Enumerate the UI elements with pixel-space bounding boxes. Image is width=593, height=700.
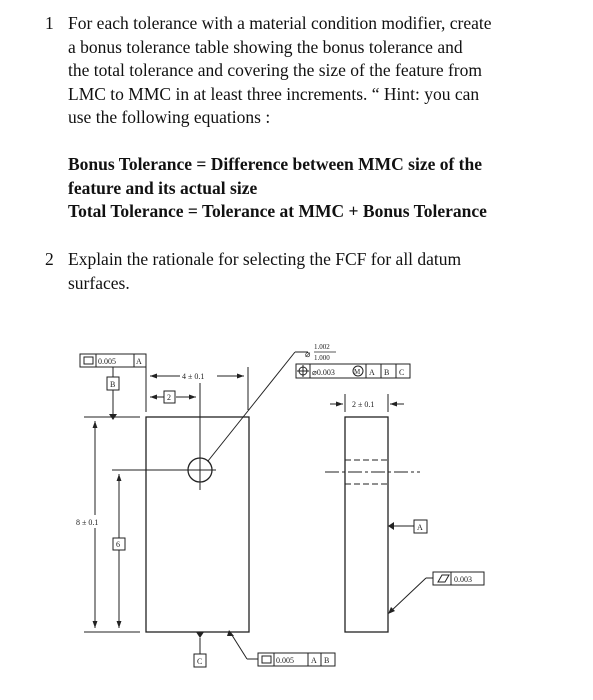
datum-c-label: C — [197, 657, 203, 666]
question-1-number: 1 — [45, 13, 54, 33]
fcf-bottom — [258, 653, 335, 666]
question-1-line: For each tolerance with a material condition modifier, create — [68, 13, 492, 33]
fcf-top-left — [80, 354, 146, 367]
fcf-bottom-datum-a: A — [311, 656, 317, 665]
datum-c — [194, 632, 206, 667]
question-1-line: use the following equations : — [68, 107, 271, 127]
dim-width: 4 ± 0.1 — [182, 372, 205, 381]
flatness-symbol-icon — [262, 656, 271, 663]
mmc-modifier: M — [354, 368, 361, 376]
question-2-line: surfaces. — [68, 272, 130, 293]
flatness-icon — [438, 575, 449, 582]
hole-lower-limit: 1.000 — [314, 354, 330, 362]
fcf-position — [296, 364, 410, 378]
equation-line: feature and its actual size — [68, 177, 258, 198]
dim-thickness: 2 ± 0.1 — [352, 400, 375, 409]
position-symbol-icon — [297, 365, 309, 377]
question-2-line: Explain the rationale for selecting the FCF for all datum — [68, 249, 462, 269]
question-1-line: LMC to MMC in at least three increments. “ Hint: you can — [68, 83, 480, 104]
position-datum-a: A — [369, 368, 375, 377]
question-1-line: a bonus tolerance table showing the bonus tolerance and — [68, 36, 463, 57]
datum-b — [107, 377, 119, 420]
fcf-flatness — [433, 572, 484, 585]
front-view-part — [146, 417, 249, 632]
question-1-line: the total tolerance and covering the size of the feature from — [68, 60, 482, 80]
side-view-part — [345, 417, 388, 632]
hole-upper-limit: 1.002 — [314, 343, 330, 351]
datum-a-label: A — [417, 523, 423, 532]
diameter-icon: ⌀ — [305, 349, 311, 359]
datum-b-label: B — [110, 380, 116, 389]
basic-2: 2 — [167, 393, 171, 402]
dim-height: 8 ± 0.1 — [76, 518, 99, 527]
equation-line: Total Tolerance = Tolerance at MMC + Bonus Tolerance — [68, 201, 487, 221]
fcf-datum: A — [136, 357, 142, 366]
basic-6: 6 — [116, 540, 120, 549]
question-2-number: 2 — [45, 249, 54, 269]
hole — [184, 454, 216, 490]
datum-a — [388, 520, 427, 533]
equation-line: Bonus Tolerance = Difference between MMC size of the — [68, 154, 483, 174]
position-datum-b: B — [384, 368, 390, 377]
position-datum-c: C — [399, 368, 405, 377]
flatness-symbol-icon — [84, 357, 93, 364]
flatness-tol: 0.003 — [454, 575, 472, 584]
fcf-bottom-datum-b: B — [324, 656, 330, 665]
fcf-tol: 0.005 — [98, 357, 116, 366]
position-tol: ⌀0.003 — [312, 368, 335, 377]
fcf-bottom-tol: 0.005 — [276, 656, 294, 665]
